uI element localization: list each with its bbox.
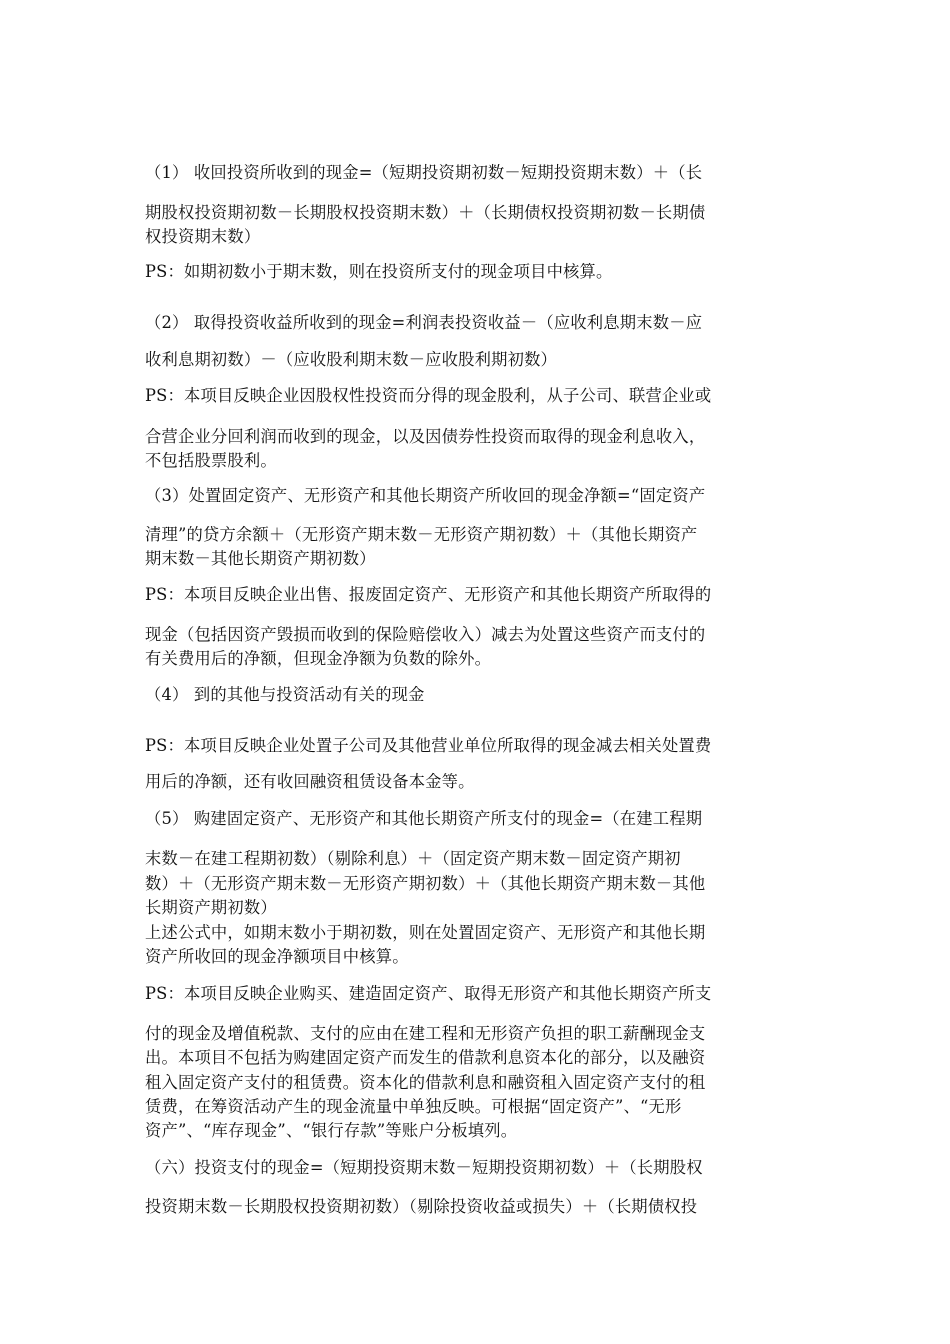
text-line: 有关费用后的净额，但现金净额为负数的除外。 [145,649,492,668]
text-line: （4） 到的其他与投资活动有关的现金 [145,685,425,704]
text-line: 长期资产期初数） [145,898,277,917]
text-line: 用后的净额，还有收回融资租赁设备本金等。 [145,772,475,791]
text-line: PS：本项目反映企业购买、建造固定资产、取得无形资产和其他长期资产所支 [145,984,712,1003]
text-line: 合营企业分回利润而收到的现金，以及因债券性投资而取得的现金利息收入， [145,427,706,446]
text-line: 赁费，在筹资活动产生的现金流量中单独反映。可根据“固定资产”、“无形 [145,1097,682,1116]
text-line: （3）处置固定资产、无形资产和其他长期资产所收回的现金净额=“固定资产 [145,486,706,505]
text-line: 付的现金及增值税款、支付的应由在建工程和无形资产负担的职工薪酬现金支 [145,1024,706,1043]
text-line: 上述公式中，如期末数小于期初数，则在处置固定资产、无形资产和其他长期 [145,923,706,942]
text-line: 权投资期末数） [145,227,261,246]
text-line: 末数－在建工程期初数）（剔除利息）＋（固定资产期末数－固定资产期初 [145,849,681,868]
text-line: 数）＋（无形资产期末数－无形资产期初数）＋（其他长期资产期末数－其他 [145,874,706,893]
text-line: 资产所收回的现金净额项目中核算。 [145,947,409,966]
text-line: 不包括股票股利。 [145,451,277,470]
text-line: 清理”的贷方余额＋（无形资产期末数－无形资产期初数）＋（其他长期资产 [145,525,698,544]
text-line: （六）投资支付的现金=（短期投资期末数－短期投资期初数）＋（长期股权 [145,1158,703,1177]
text-line: 期股权投资期初数－长期股权投资期末数）＋（长期债权投资期初数－长期债 [145,203,706,222]
text-line: PS：本项目反映企业因股权性投资而分得的现金股利，从子公司、联营企业或 [145,386,712,405]
text-line: PS：本项目反映企业出售、报废固定资产、无形资产和其他长期资产所取得的 [145,585,712,604]
text-line: 期末数－其他长期资产期初数） [145,549,376,568]
text-line: PS：本项目反映企业处置子公司及其他营业单位所取得的现金减去相关处置费 [145,736,712,755]
text-line: （2） 取得投资收益所收到的现金=利润表投资收益－（应收利息期末数－应 [145,313,703,332]
text-line: 资产”、“库存现金”、“银行存款”等账户分板填列。 [145,1121,518,1140]
text-line: 现金（包括因资产毁损而收到的保险赔偿收入）减去为处置这些资产而支付的 [145,625,706,644]
text-line: （5） 购建固定资产、无形资产和其他长期资产所支付的现金=（在建工程期 [145,809,703,828]
text-line: 投资期末数－长期股权投资期初数）（剔除投资收益或损失）＋（长期债权投 [145,1197,698,1216]
text-line: PS：如期初数小于期末数，则在投资所支付的现金项目中核算。 [145,262,613,281]
text-line: （1） 收回投资所收到的现金=（短期投资期初数－短期投资期末数）＋（长 [145,163,703,182]
text-line: 租入固定资产支付的租赁费。资本化的借款利息和融资租入固定资产支付的租 [145,1073,706,1092]
text-line: 收利息期初数）－（应收股利期末数－应收股利期初数） [145,350,558,369]
text-line: 出。本项目不包括为购建固定资产而发生的借款利息资本化的部分，以及融资 [145,1048,706,1067]
